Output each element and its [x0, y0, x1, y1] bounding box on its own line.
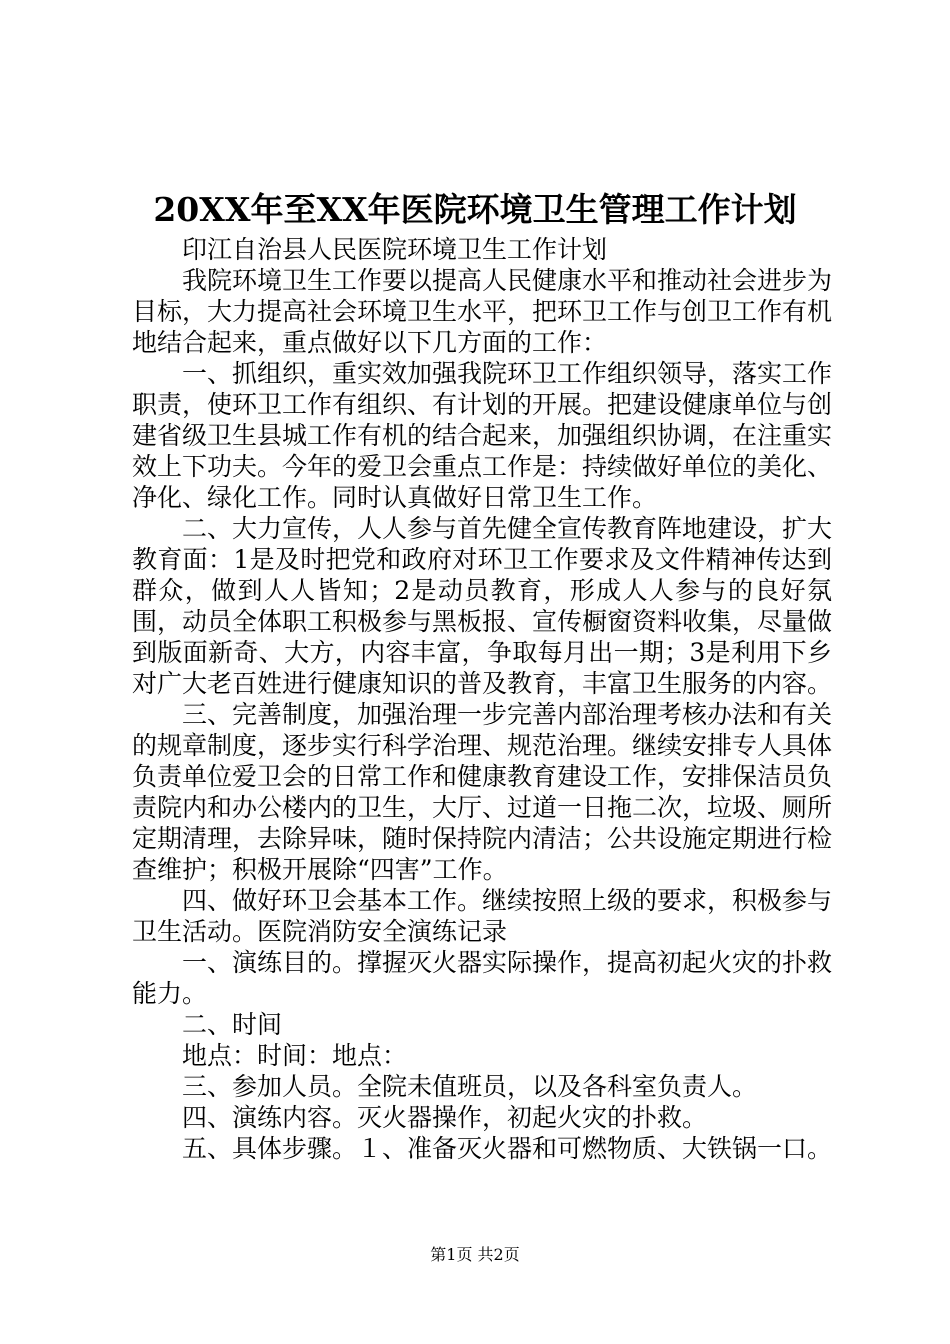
paragraph-intro: 我院环境卫生工作要以提高人民健康水平和推动社会进步为目标，大力提高社会环境卫生水平，把环卫工作与创卫工作有机地结合起来，重点做好以下几方面的工作：: [132, 266, 833, 357]
paragraph-section-1: 一、抓组织，重实效加强我院环卫工作组织领导，落实工作职责，使环卫工作有组织、有计划的开展。把建设健康单位与创建省级卫生县城工作有机的结合起来，加强组织协调，在注重实效上下功夫。今年的爱卫会重点工作是：持续做好单位的美化、净化、绿化工作。同时认真做好日常卫生工作。: [132, 359, 833, 512]
paragraph-drill-location: 地点：时间：地点：: [182, 1041, 408, 1070]
paragraph-drill-content: 四、演练内容。灭火器操作，初起火灾的扑救。: [182, 1103, 708, 1132]
document-title: 20XX年至XX年医院环境卫生管理工作计划: [153, 190, 797, 229]
page-footer: 第1页 共2页: [430, 1245, 520, 1264]
paragraph-subtitle: 印江自治县人民医院环境卫生工作计划: [182, 235, 608, 264]
paragraph-drill-participants: 三、参加人员。全院未值班员，以及各科室负责人。: [182, 1072, 758, 1101]
paragraph-drill-purpose: 一、演练目的。撑握灭火器实际操作，提高初起火灾的扑救能力。: [132, 948, 833, 1008]
document-body: [132, 234, 832, 1164]
paragraph-section-2: 二、大力宣传，人人参与首先健全宣传教育阵地建设，扩大教育面：1是及时把党和政府对环卫工作要求及文件精神传达到群众，做到人人皆知；2是动员教育，形成人人参与的良好氛围，动员全体职工积极参与黑板报、宣传橱窗资料收集，尽量做到版面新奇、大方，内容丰富，争取每月出一期；3是利用下乡对广大老百姓进行健康知识的普及教育，丰富卫生服务的内容。: [132, 514, 833, 698]
paragraph-section-3: 三、完善制度，加强治理一步完善内部治理考核办法和有关的规章制度，逐步实行科学治理、规范治理。继续安排专人具体负责单位爱卫会的日常工作和健康教育建设工作，安排保洁员负责院内和办公楼内的卫生，大厅、过道一日拖二次，垃圾、厕所定期清理，去除异味，随时保持院内清洁；公共设施定期进行检查维护；积极开展除“四害”工作。: [132, 700, 833, 884]
paragraph-drill-steps: 五、具体步骤。１、准备灭火器和可燃物质、大铁锅一口。: [182, 1134, 833, 1163]
paragraph-drill-time: 二、时间: [182, 1010, 283, 1039]
paragraph-section-4: 四、做好环卫会基本工作。继续按照上级的要求，积极参与卫生活动。医院消防安全演练记录: [132, 886, 833, 946]
